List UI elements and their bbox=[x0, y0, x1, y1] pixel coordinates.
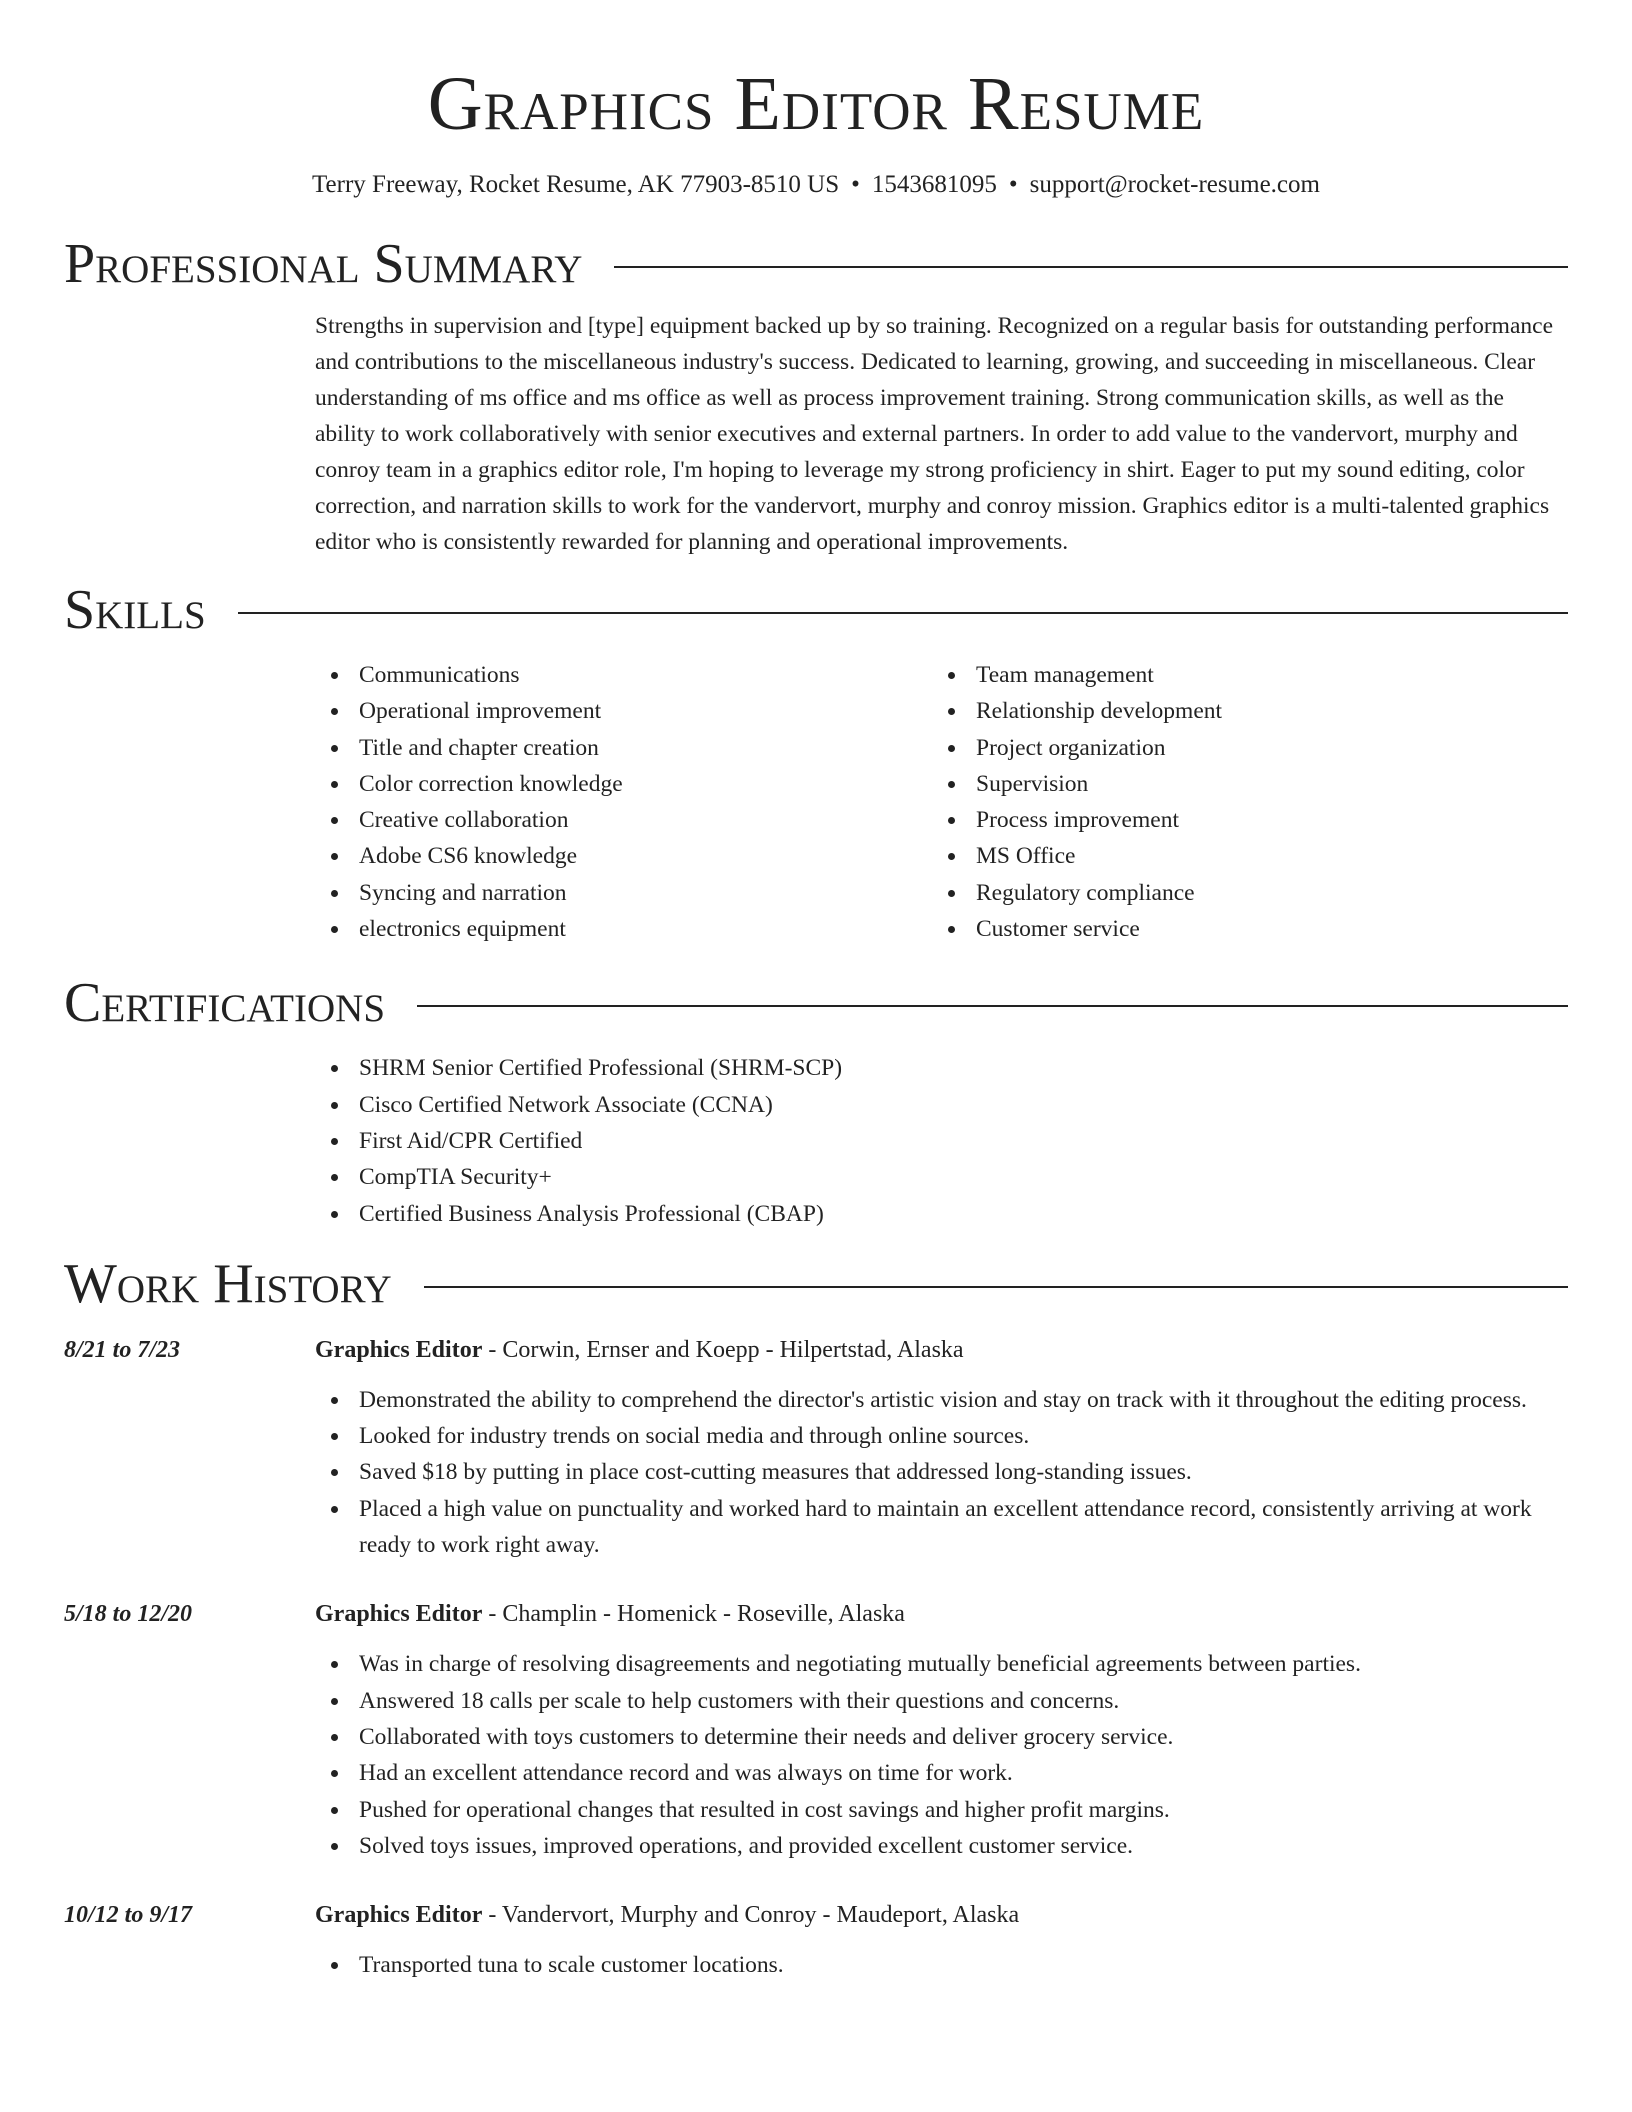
summary-text: Strengths in supervision and [type] equipment backed up by so training. Recognized on a regular basis for outstanding performance and contributions to the miscellaneous industry's success. Dedicated to learning, growing, and succeeding in miscellaneous. Clear understanding of ms office and ms office as well as process improvement training. Strong communication skills, as well as the ability to work collaboratively with senior executives and external partners. In order to add value to the vandervort, murphy and conroy team in a graphics editor role, I'm hoping to leverage my strong proficiency in shirt. Eager to put my sound editing, color correction, and narration skills to work for the vandervort, murphy and conroy mission. Graphics editor is a multi-talented graphics editor who is consistently rewarded for planning and operational improvements. bbox=[315, 313, 1553, 555]
certifications-list bbox=[315, 1050, 1568, 1231]
section-divider bbox=[614, 266, 1568, 268]
skill-item: Team management bbox=[932, 657, 1549, 693]
skills-list-left bbox=[315, 657, 932, 947]
resume-page bbox=[64, 0, 1568, 1983]
section-header-certifications bbox=[64, 971, 1568, 1035]
skill-item: Relationship development bbox=[932, 693, 1549, 729]
section-header-skills bbox=[64, 578, 1568, 642]
contact-separator: • bbox=[851, 171, 860, 198]
section-divider bbox=[417, 1005, 1568, 1007]
job-duty: Looked for industry trends on social media and through online sources. bbox=[315, 1418, 1568, 1454]
job-title: Graphics Editor bbox=[315, 1336, 483, 1363]
job-duties bbox=[315, 1646, 1568, 1864]
job-dates: 10/12 to 9/17 bbox=[64, 1902, 193, 1929]
skill-item: Regulatory compliance bbox=[932, 875, 1549, 911]
skills-column-left bbox=[315, 657, 932, 947]
skill-item: Supervision bbox=[932, 766, 1549, 802]
job-entry bbox=[64, 1332, 1568, 1563]
job-duty: Pushed for operational changes that resulted in cost savings and higher profit margins. bbox=[315, 1792, 1568, 1828]
skills-body bbox=[315, 657, 1568, 947]
skill-item: Communications bbox=[315, 657, 932, 693]
job-title: Graphics Editor bbox=[315, 1601, 483, 1628]
job-duty: Was in charge of resolving disagreements and negotiating mutually beneficial agreements between parties. bbox=[315, 1646, 1568, 1682]
job-duty: Demonstrated the ability to comprehend the director's artistic vision and stay on track with it throughout the editing process. bbox=[315, 1382, 1568, 1418]
contact-line bbox=[64, 168, 1568, 202]
skill-item: Customer service bbox=[932, 911, 1549, 947]
section-divider bbox=[424, 1286, 1568, 1288]
contact-phone: 1543681095 bbox=[871, 171, 997, 198]
certification-item: Certified Business Analysis Professional (CBAP) bbox=[315, 1196, 1568, 1232]
skill-item: Creative collaboration bbox=[315, 802, 932, 838]
section-divider bbox=[238, 612, 1568, 614]
job-dates: 5/18 to 12/20 bbox=[64, 1601, 193, 1628]
job-duties bbox=[315, 1947, 1568, 1983]
contact-address: Terry Freeway, Rocket Resume, AK 77903-8510 US bbox=[312, 171, 840, 198]
certification-item: First Aid/CPR Certified bbox=[315, 1123, 1568, 1159]
job-header bbox=[315, 1332, 1568, 1368]
skill-item: Process improvement bbox=[932, 802, 1549, 838]
job-title: Graphics Editor bbox=[315, 1902, 483, 1929]
job-main bbox=[315, 1897, 1568, 1983]
job-duties bbox=[315, 1382, 1568, 1563]
skill-item: electronics equipment bbox=[315, 911, 932, 947]
job-main bbox=[315, 1332, 1568, 1563]
contact-email: support@rocket-resume.com bbox=[1029, 171, 1320, 198]
section-header-work-history bbox=[64, 1252, 1568, 1316]
certification-item: Cisco Certified Network Associate (CCNA) bbox=[315, 1087, 1568, 1123]
job-employer: - Champlin - Homenick - Roseville, Alaska bbox=[482, 1601, 905, 1628]
section-title-certifications: Certifications bbox=[64, 972, 386, 1035]
skill-item: Adobe CS6 knowledge bbox=[315, 838, 932, 874]
skill-item: Project organization bbox=[932, 730, 1549, 766]
skill-item: Title and chapter creation bbox=[315, 730, 932, 766]
section-header-summary bbox=[64, 232, 1568, 296]
certification-item: SHRM Senior Certified Professional (SHRM-SCP) bbox=[315, 1050, 1568, 1086]
job-dates: 8/21 to 7/23 bbox=[64, 1336, 181, 1363]
skills-list-right bbox=[932, 657, 1549, 947]
section-title-work-history: Work History bbox=[64, 1252, 392, 1315]
contact-separator: • bbox=[1008, 171, 1018, 198]
job-duty: Transported tuna to scale customer locations. bbox=[315, 1947, 1568, 1983]
job-duty: Collaborated with toys customers to determine their needs and deliver grocery service. bbox=[315, 1719, 1568, 1755]
job-main bbox=[315, 1596, 1568, 1864]
skill-item: MS Office bbox=[932, 838, 1549, 874]
skills-column-right bbox=[932, 657, 1549, 947]
job-employer: - Corwin, Ernser and Koepp - Hilpertstad, Alaska bbox=[482, 1336, 964, 1363]
resume-title: Graphics Editor Resume bbox=[427, 62, 1205, 146]
job-duty: Solved toys issues, improved operations, and provided excellent customer service. bbox=[315, 1828, 1568, 1864]
job-entry bbox=[64, 1897, 1568, 1983]
job-entry bbox=[64, 1596, 1568, 1864]
job-employer: - Vandervort, Murphy and Conroy - Maudeport, Alaska bbox=[482, 1902, 1020, 1929]
summary-body bbox=[315, 308, 1568, 560]
skill-item: Syncing and narration bbox=[315, 875, 932, 911]
skill-item: Color correction knowledge bbox=[315, 766, 932, 802]
section-title-skills: Skills bbox=[64, 579, 206, 641]
skill-item: Operational improvement bbox=[315, 693, 932, 729]
job-duty: Placed a high value on punctuality and worked hard to maintain an excellent attendance record, consistently arriving at work ready to work right away. bbox=[315, 1491, 1568, 1564]
job-duty: Had an excellent attendance record and was always on time for work. bbox=[315, 1755, 1568, 1791]
section-title-summary: Professional Summary bbox=[64, 233, 583, 295]
certification-item: CompTIA Security+ bbox=[315, 1159, 1568, 1195]
job-duty: Saved $18 by putting in place cost-cutting measures that addressed long-standing issues. bbox=[315, 1454, 1568, 1490]
job-header bbox=[315, 1596, 1568, 1632]
certifications-body bbox=[315, 1050, 1568, 1231]
job-duty: Answered 18 calls per scale to help customers with their questions and concerns. bbox=[315, 1683, 1568, 1719]
job-header bbox=[315, 1897, 1568, 1933]
